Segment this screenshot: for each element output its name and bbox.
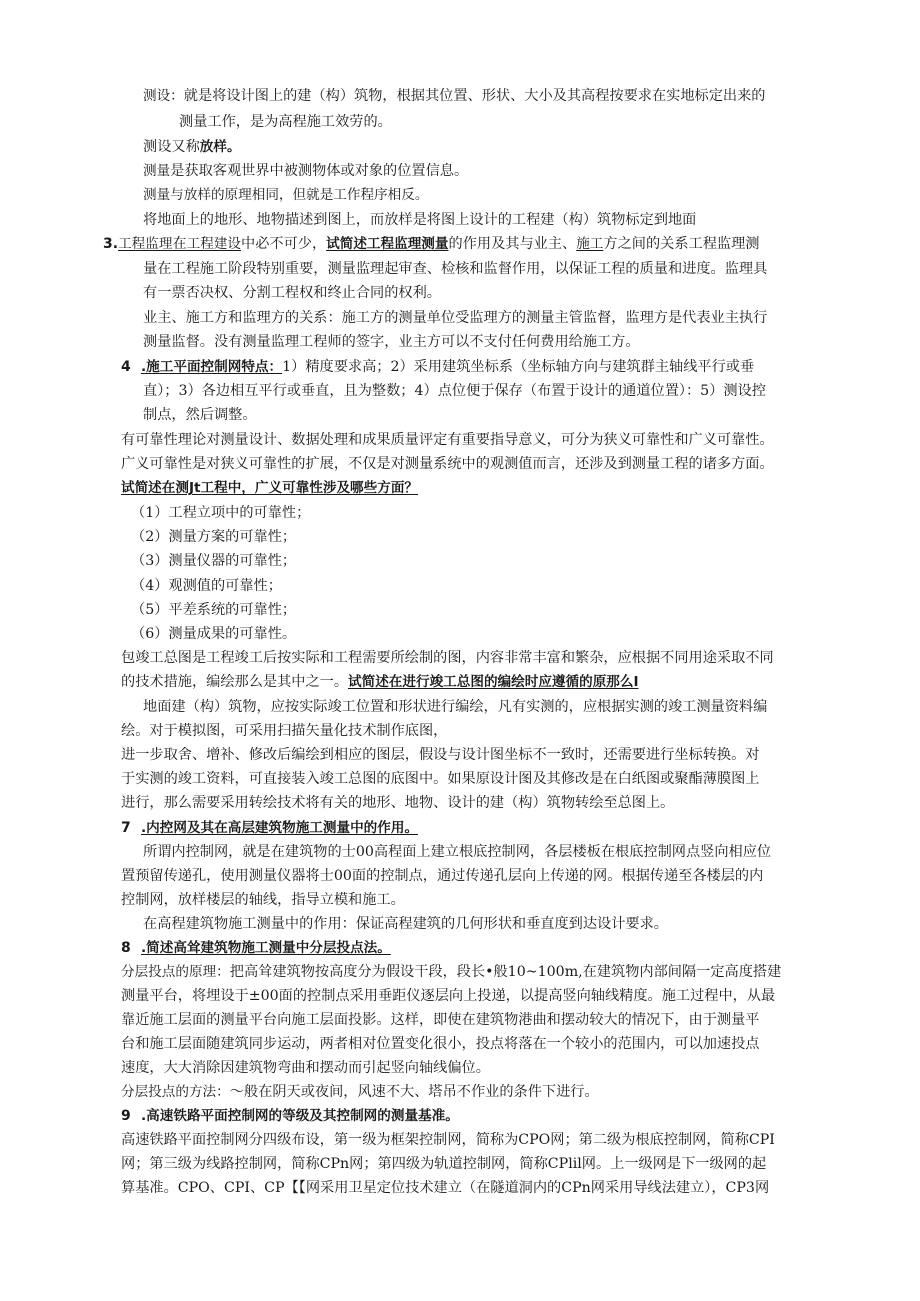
term-method: 分层投点的方法：: [121, 1084, 230, 1100]
q7-paragraph-line: 所谓内控制网，就是在建筑物的士00高程面上建立根底控制网，各层楼板在根底控制网点竖向相应位: [143, 844, 772, 860]
q3-relationship-line: 业主、施工方和监理方的关系：施工方的测量单位受监理方的测量主管监督，监理方是代表业主执行: [143, 310, 768, 326]
reliability-item: （5）平差系统的可靠性；: [131, 602, 297, 618]
q8-principle-line: 分层投点的原理：把高耸建筑物按高度分为假设干段，段长•般10~100m,在建筑物内部间隔一定高度搭建: [121, 964, 782, 980]
reliability-question: 试简述在测Jt工程中，广义可靠性涉及哪些方面？: [121, 480, 419, 496]
q3-relationship-line: 测量监督。没有测量监理工程师的签字，业主方可以不支付任何费用给施工方。: [143, 334, 640, 350]
q9-paragraph-line: 算基准。CPO、CPI、CP【【网采用卫星定位技术建立（在隧道洞内的CPn网采用导线法建立），CP3网: [121, 1180, 770, 1196]
q8-paragraph-line: 测量平台，将埋设于±00面的控制点采用垂距仪逐层向上投递，以提高竖向轴线精度。施工过程中，从最: [121, 988, 776, 1004]
text-cese-definition: 就是将设计图上的建（构）筑物，根据其位置、形状、大小及其高程按要求在实地标定出来的: [183, 88, 766, 104]
question-8-heading: 8 .简述高耸建筑物施工测量中分层投点法。: [121, 940, 391, 956]
term-fangyang: 放样。: [199, 139, 241, 155]
question-7-heading: 7 .内控网及其在高层建筑物施工测量中的作用。: [121, 820, 419, 836]
line-map-vs-stakeout: 将地面上的地形、地物描述到图上，而放样是将图上设计的工程建（构）筑物标定到地面: [143, 212, 697, 228]
q3-paragraph-line: 量在工程施工阶段特别重要，测量监理起审查、检核和监督作用，以保证工程的质量和进度。监理具: [143, 261, 768, 277]
term-principle: 分层投点的原理：: [121, 964, 230, 980]
reliability-line: 有可靠性理论对测量设计、数据处理和成果质量评定有重要指导意义，可分为狭义可靠性和广义可靠性。: [121, 432, 774, 448]
question-number: 3.: [103, 236, 119, 252]
line-cese-definition-cont: 测量工作，是为高程施工效劳的。: [179, 114, 392, 130]
question-number: 7: [121, 820, 131, 836]
q7-paragraph-line: 置预留传递孔，使用测量仪器将士00面的控制点，通过传递孔层向上传递的网。根据传递至各楼层的内: [121, 868, 764, 884]
q8-paragraph-line: 台和施工层面随建筑同步运动，两者相对位置变化很小，投点将落在一个较小的范围内，可以加速投点: [121, 1036, 760, 1052]
reliability-item: （4）观测值的可靠性；: [131, 578, 282, 594]
q9-paragraph-line: 网；第三级为线路控制网，简称CPn网；第四级为轨道控制网，简称CPlil网。上一级网是下一级网的起: [121, 1156, 767, 1172]
asbuilt-question-line: 的技术措施，编绘那么是其中之一。试简述在进行竣工总图的编绘时应遵循的原那么I: [121, 674, 639, 690]
q7-paragraph-line: 控制网，放样楼层的轴线，指导立模和施工。: [121, 892, 405, 908]
question-3-heading: 3.工程监理在工程建设中必不可少，试简述工程监理测量的作用及其与业主、施工方之间的关系工程监理测: [103, 236, 760, 252]
asbuilt-line: 进一步取舍、增补、修改后编绘到相应的图层，假设与设计图坐标不一致时，还需要进行坐标转换。对: [121, 747, 760, 763]
asbuilt-question: 试简述在进行竣工总图的编绘时应遵循的原那么I: [348, 674, 639, 690]
question-number: 8: [121, 940, 131, 956]
asbuilt-line: 地面建（构）筑物，应按实际竣工位置和形状进行编绘，凡有实测的，应根据实测的竣工测量资料编: [143, 699, 768, 715]
line-celiang: 测量是获取客观世界中被测物体或对象的位置信息。: [143, 163, 469, 179]
question-number: 4: [121, 359, 131, 375]
line-cese-definition: [143, 86, 765, 106]
question-9-heading: 9 .高速铁路平面控制网的等级及其控制网的测量基准。: [121, 1108, 459, 1124]
q8-paragraph-line: 靠近施工层面的测量平台向施工层面投影。这样，即使在建筑物港曲和摆动较大的情况下，由于测量平: [121, 1012, 760, 1028]
q7-paragraph-line: 在高程建筑物施工测量中的作用：保证高程建筑的几何形状和垂直度到达设计要求。: [143, 916, 668, 932]
question-number: 9: [121, 1108, 131, 1124]
term-cese: 测设：: [143, 88, 184, 104]
reliability-item: （3）测量仪器的可靠性；: [131, 553, 297, 569]
question-4-heading: 4 .施工平面控制网特点：1）精度要求高；2）采用建筑坐标系（坐标轴方向与建筑群主轴线平行或垂: [121, 359, 755, 375]
reliability-line: 广义可靠性是对狭义可靠性的扩展，不仅是对测量系统中的观测值而言，还涉及到测量工程的诸多方面。: [121, 456, 774, 472]
q8-method-line: 分层投点的方法：～般在阴天或夜间，风速不大、塔吊不作业的条件下进行。: [121, 1084, 599, 1100]
line-fangyang: 测设又称放样。: [143, 139, 241, 155]
asbuilt-line: 绘。对于模拟图，可采用扫描矢量化技术制作底图，: [121, 723, 448, 739]
q4-paragraph-line: 直）；3）各边相互平行或垂直，且为整数；4）点位便于保存（布置于设计的通道位置）：5）测设控: [143, 383, 766, 399]
reliability-item: （6）测量成果的可靠性。: [131, 626, 297, 642]
q8-paragraph-line: 速度，大大消除因建筑物弯曲和摆动而引起竖向轴线偏位。: [121, 1060, 490, 1076]
asbuilt-line: 进行，那么需要采用转绘技术将有关的地形、地物、设计的建（构）筑物转绘至总图上。: [121, 795, 675, 811]
term-celiang: 测量: [143, 163, 171, 179]
line-principle: 测量与放样的原理相同，但就是工作程序相反。: [143, 187, 429, 203]
asbuilt-line: 于实测的竣工资料，可直接装入竣工总图的底图中。如果原设计图及其修改是在白纸图或聚酯薄膜图上: [121, 771, 760, 787]
reliability-item: （1）工程立项中的可靠性；: [131, 505, 311, 521]
q3-paragraph-line: 有一票否决权、分割工程权和终止合同的权利。: [143, 285, 441, 301]
asbuilt-line: 包竣工总图是工程竣工后按实际和工程需要所绘制的图，内容非常丰富和繁杂，应根据不同用途采取不同: [121, 650, 774, 666]
q9-paragraph-line: 高速铁路平面控制网分四级布设，第一级为框架控制网，简称为CPO网；第二级为根底控制网，简称CPI: [121, 1132, 775, 1148]
reliability-item: （2）测量方案的可靠性；: [131, 529, 297, 545]
q4-paragraph-line: 制点，然后调整。: [143, 407, 257, 423]
